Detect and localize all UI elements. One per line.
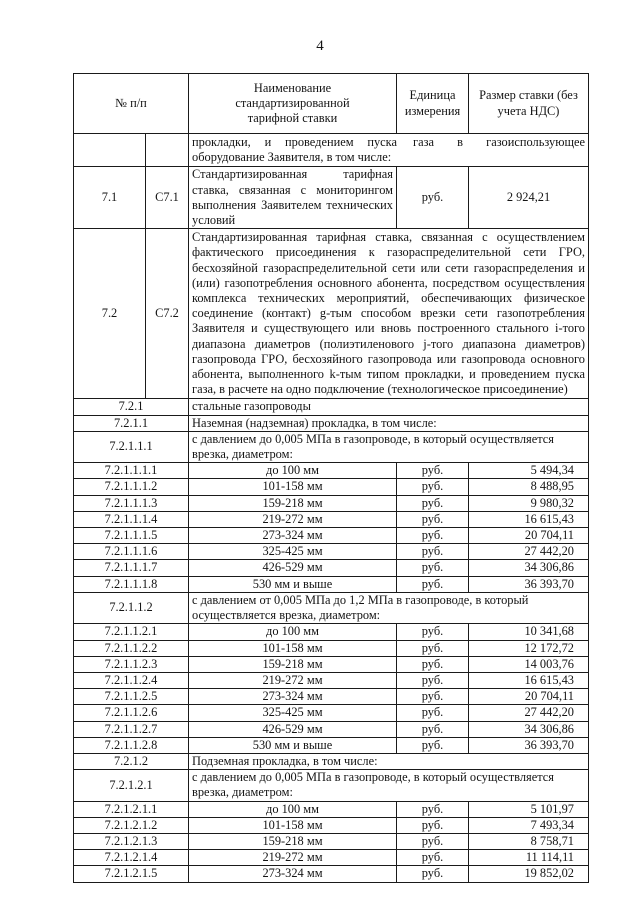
row-num: 7.2.1.1.1.2 [74,479,189,495]
table-row [74,656,589,672]
row-num: 7.2.1.2.1.5 [74,866,189,882]
row-unit: руб. [397,672,469,688]
row-unit: руб. [397,624,469,640]
continuation-code [146,134,189,167]
row-num: 7.2.1.1.2.1 [74,624,189,640]
table-row [74,705,589,721]
row-rate: 2 924,21 [469,167,589,229]
table-row [74,817,589,833]
row-num: 7.2.1.1.1.3 [74,495,189,511]
row-name: 219-272 мм [189,672,397,688]
row-7-1 [74,167,589,229]
row-rate: 8 758,71 [469,833,589,849]
table-row [74,463,589,479]
table-row [74,866,589,882]
row-rate: 5 494,34 [469,463,589,479]
table-row [74,495,589,511]
row-num: 7.2.1.1.1.7 [74,560,189,576]
row-unit: руб. [397,833,469,849]
row-name: 530 мм и выше [189,737,397,753]
table-row [74,640,589,656]
row-num: 7.2.1.1.2.4 [74,672,189,688]
row-num: 7.2.1.1.2 [74,592,189,623]
row-unit: руб. [397,737,469,753]
row-unit: руб. [397,656,469,672]
row-num: 7.2.1.2.1.1 [74,801,189,817]
row-rate: 20 704,11 [469,689,589,705]
row-rate: 20 704,11 [469,528,589,544]
row-name: стальные газопроводы [189,399,589,415]
row-num: 7.2.1.1.1.5 [74,528,189,544]
row-name: 273-324 мм [189,689,397,705]
row-name: 426-529 мм [189,721,397,737]
row-unit: руб. [397,560,469,576]
table-row [74,721,589,737]
row-7-2-1 [74,399,589,415]
row-num: 7.2.1.1.2.8 [74,737,189,753]
header-unit: Единица измерения [397,74,469,134]
row-num: 7.2.1.1.1.4 [74,511,189,527]
row-num: 7.2.1.1.1 [74,431,189,462]
row-name: 159-218 мм [189,833,397,849]
page-number: 4 [316,38,324,54]
row-rate: 27 442,20 [469,705,589,721]
row-7-2-1-1 [74,415,589,431]
row-num: 7.2.1.1.2.2 [74,640,189,656]
table-row [74,689,589,705]
row-unit: руб. [397,705,469,721]
continuation-line2: оборудование Заявителя, в том числе: [192,150,392,165]
row-name: с давлением до 0,005 МПа в газопроводе, в который осуществляется врезка, диаметром: [189,431,589,462]
row-num: 7.2.1.1.1.1 [74,463,189,479]
row-num: 7.2.1.1.2.3 [74,656,189,672]
row-unit: руб. [397,850,469,866]
row-unit: руб. [397,479,469,495]
row-rate: 36 393,70 [469,737,589,753]
table-row [74,479,589,495]
row-num: 7.2.1.2.1.3 [74,833,189,849]
tariff-table [73,73,589,883]
row-name: 426-529 мм [189,560,397,576]
header-name: Наименование стандартизированной тарифной ставки [189,74,397,134]
row-unit: руб. [397,495,469,511]
row-num: 7.2.1.2.1.4 [74,850,189,866]
header-num: № п/п [74,74,189,134]
row-rate: 11 114,11 [469,850,589,866]
row-unit: руб. [397,689,469,705]
row-name: до 100 мм [189,801,397,817]
row-unit: руб. [397,640,469,656]
row-num: 7.2.1.2.1.2 [74,817,189,833]
row-num: 7.1 [74,167,146,229]
row-name: Подземная прокладка, в том числе: [189,753,589,769]
row-rate: 8 488,95 [469,479,589,495]
row-name: с давлением до 0,005 МПа в газопроводе, в который осуществляется врезка, диаметром: [189,770,589,801]
row-rate: 36 393,70 [469,576,589,592]
row-num: 7.2.1.1.2.5 [74,689,189,705]
table-row [74,544,589,560]
row-rate: 16 615,43 [469,672,589,688]
row-rate: 12 172,72 [469,640,589,656]
row-name: Наземная (надземная) прокладка, в том числе: [189,415,589,431]
table-row [74,672,589,688]
row-name: до 100 мм [189,463,397,479]
row-unit: руб. [397,544,469,560]
table-header-row [74,74,589,134]
row-rate: 27 442,20 [469,544,589,560]
table-row [74,528,589,544]
table-row [74,801,589,817]
row-name: Стандартизированная тарифная ставка, связанная с мониторингом выполнения Заявителем технических условий [189,167,397,229]
row-num: 7.2 [74,229,146,399]
row-code: С7.2 [146,229,189,399]
row-name: 273-324 мм [189,866,397,882]
row-code: С7.1 [146,167,189,229]
row-num: 7.2.1.1.1.6 [74,544,189,560]
continuation-text [189,134,589,167]
row-unit: руб. [397,866,469,882]
row-num: 7.2.1.1.2.6 [74,705,189,721]
row-name: 101-158 мм [189,479,397,495]
row-unit: руб. [397,167,469,229]
row-7-2-1-1-2 [74,592,589,623]
header-rate: Размер ставки (без учета НДС) [469,74,589,134]
row-name: 101-158 мм [189,640,397,656]
row-name: до 100 мм [189,624,397,640]
table-row [74,833,589,849]
row-name: 219-272 мм [189,850,397,866]
row-name: 273-324 мм [189,528,397,544]
row-name: Стандартизированная тарифная ставка, связанная с осуществлением фактического присоединения к газораспределительной сети ГРО, бесхозяйной газораспределительной сети или сети газораспределения и (или) газопотребления основного абонента, посредством осуществления комплекса технических мероприятий, обеспечивающих физическое соединение (контакт) g-тым способом врезки сети газопотребления Заявителя и существующего или вновь построенного стального i-того диапазона диаметров (полиэтиленового j-того диапазона диаметров) газопровода ГРО, бесхозяйного газопровода или газопровода основного абонента, выполненного k-тым типом прокладки, и проведением пуска газа, в расчете на одно подключение (технологическое присоединение) [189,229,589,399]
row-name: 530 мм и выше [189,576,397,592]
row-7-2-1-1-1 [74,431,589,462]
row-num: 7.2.1.2 [74,753,189,769]
row-unit: руб. [397,721,469,737]
row-name: 219-272 мм [189,511,397,527]
row-unit: руб. [397,817,469,833]
row-name: 159-218 мм [189,495,397,511]
row-unit: руб. [397,801,469,817]
row-7-2-1-2-1 [74,770,589,801]
continuation-num [74,134,146,167]
row-rate: 14 003,76 [469,656,589,672]
row-rate: 19 852,02 [469,866,589,882]
row-name: 325-425 мм [189,705,397,721]
row-rate: 34 306,86 [469,721,589,737]
table-row [74,850,589,866]
row-unit: руб. [397,511,469,527]
table-row [74,624,589,640]
row-name: с давлением от 0,005 МПа до 1,2 МПа в газопроводе, в который осуществляется врезка, диаметром: [189,592,589,623]
row-7-2-1-2 [74,753,589,769]
row-num: 7.2.1.1.2.7 [74,721,189,737]
row-num: 7.2.1.1 [74,415,189,431]
row-name: 101-158 мм [189,817,397,833]
row-name: 325-425 мм [189,544,397,560]
row-7-2 [74,229,589,399]
row-rate: 34 306,86 [469,560,589,576]
table-row [74,576,589,592]
row-num: 7.2.1.1.1.8 [74,576,189,592]
row-rate: 7 493,34 [469,817,589,833]
row-unit: руб. [397,528,469,544]
row-unit: руб. [397,463,469,479]
table-row [74,511,589,527]
row-rate: 10 341,68 [469,624,589,640]
row-num: 7.2.1.2.1 [74,770,189,801]
table-row [74,560,589,576]
continuation-line1-left: прокладки, и проведением пуска [192,135,397,149]
row-rate: 5 101,97 [469,801,589,817]
row-rate: 16 615,43 [469,511,589,527]
continuation-row [74,134,589,167]
row-num: 7.2.1 [74,399,189,415]
row-name: 159-218 мм [189,656,397,672]
row-unit: руб. [397,576,469,592]
row-rate: 9 980,32 [469,495,589,511]
continuation-line1-right: газа в газоиспользующее [413,135,585,149]
table-row [74,737,589,753]
